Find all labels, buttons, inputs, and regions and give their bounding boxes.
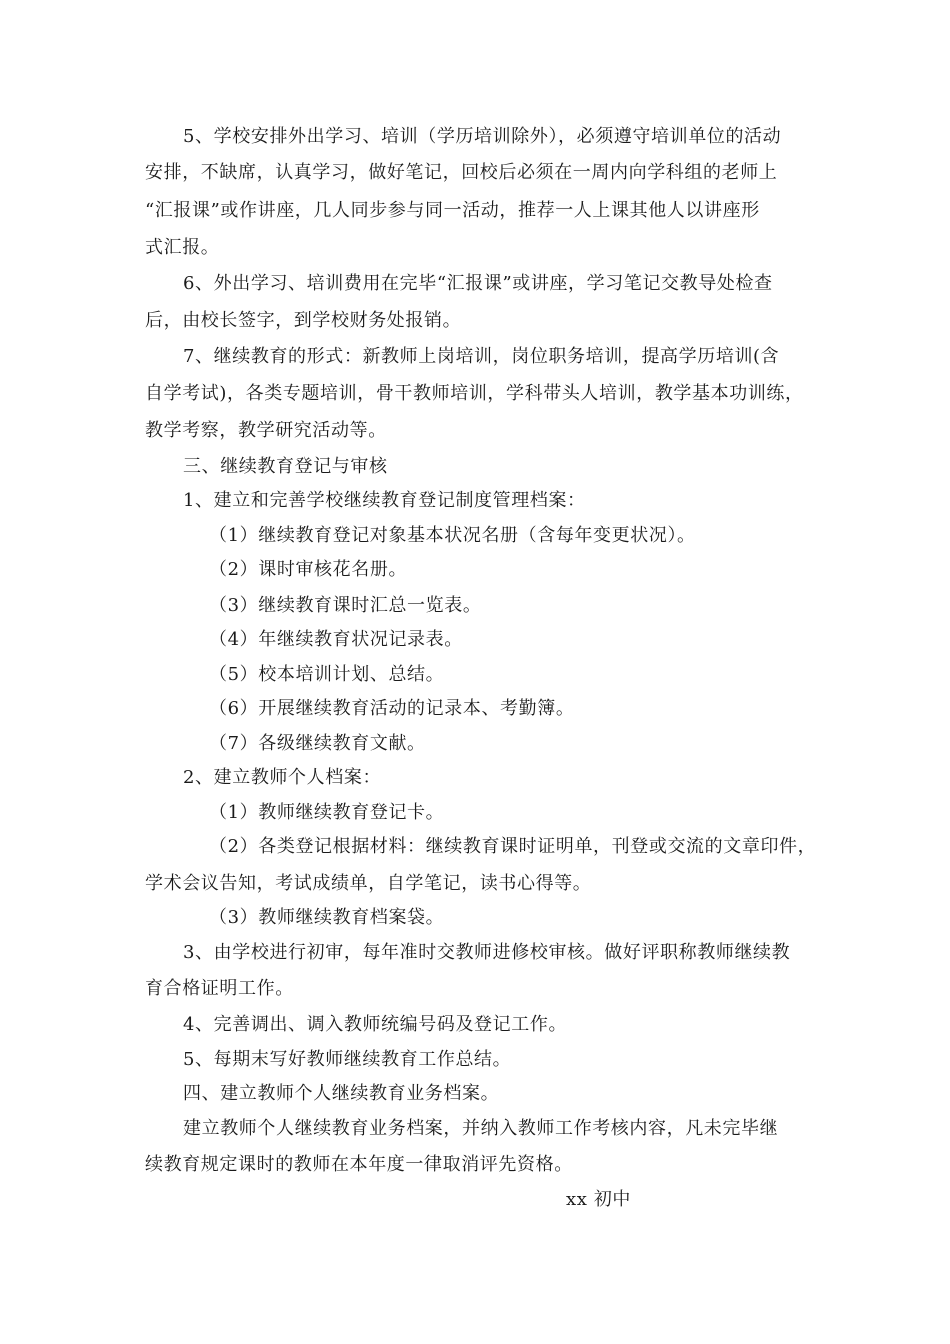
list-item: （3）教师继续教育档案袋。 bbox=[209, 907, 445, 928]
paragraph-line: 续教育规定课时的教师在本年度一律取消评先资格。 bbox=[145, 1154, 573, 1175]
list-item: （7）各级继续教育文献。 bbox=[209, 733, 426, 754]
paragraph-line: 育合格证明工作。 bbox=[145, 978, 294, 999]
list-item: （2）课时审核花名册。 bbox=[209, 559, 408, 580]
paragraph-line: 1、建立和完善学校继续教育登记制度管理档案： bbox=[183, 490, 586, 511]
paragraph-line: 5、学校安排外出学习、培训（学历培训除外），必须遵守培训单位的活动 bbox=[183, 126, 782, 147]
paragraph-line: 式汇报。 bbox=[145, 237, 220, 258]
paragraph-line: 学术会议告知，考试成绩单，自学笔记，读书心得等。 bbox=[145, 873, 592, 894]
paragraph-line: 7、继续教育的形式：新教师上岗培训，岗位职务培训，提高学历培训(含 bbox=[183, 346, 780, 367]
list-item: （5）校本培训计划、总结。 bbox=[209, 664, 445, 685]
paragraph-line: 后，由校长签字，到学校财务处报销。 bbox=[145, 310, 462, 331]
paragraph-line: 4、完善调出、调入教师统编号码及登记工作。 bbox=[183, 1014, 568, 1035]
list-item: （1）教师继续教育登记卡。 bbox=[209, 802, 445, 823]
paragraph-line: “汇报课”或作讲座，几人同步参与同一活动，推荐一人上课其他人以讲座形 bbox=[145, 200, 760, 221]
paragraph-line: 建立教师个人继续教育业务档案，并纳入教师工作考核内容，凡未完毕继 bbox=[183, 1118, 779, 1139]
section-heading: 三、继续教育登记与审核 bbox=[183, 456, 388, 477]
list-item: （4）年继续教育状况记录表。 bbox=[209, 629, 463, 650]
paragraph-line: 安排，不缺席，认真学习，做好笔记，回校后必须在一周内向学科组的老师上 bbox=[145, 162, 778, 183]
list-item: （1）继续教育登记对象基本状况名册（含每年变更状况）。 bbox=[209, 525, 696, 546]
paragraph-line: 6、外出学习、培训费用在完毕“汇报课”或讲座，学习笔记交教导处检查 bbox=[183, 273, 773, 294]
section-heading: 四、建立教师个人继续教育业务档案。 bbox=[183, 1083, 500, 1104]
list-item: （3）继续教育课时汇总一览表。 bbox=[209, 595, 482, 616]
list-item: （6）开展继续教育活动的记录本、考勤簿。 bbox=[209, 698, 575, 719]
signature: xx 初中 bbox=[566, 1189, 632, 1210]
paragraph-line: 教学考察，教学研究活动等。 bbox=[145, 420, 387, 441]
paragraph-line: 5、每期末写好教师继续教育工作总结。 bbox=[183, 1049, 512, 1070]
paragraph-line: 自学考试)，各类专题培训，骨干教师培训，学科带头人培训，教学基本功训练， bbox=[145, 383, 804, 404]
paragraph-line: 3、由学校进行初审，每年准时交教师进修校审核。做好评职称教师继续教 bbox=[183, 942, 791, 963]
list-item: （2）各类登记根据材料：继续教育课时证明单，刊登或交流的文章印件， bbox=[209, 836, 817, 857]
paragraph-line: 2、建立教师个人档案： bbox=[183, 767, 382, 788]
